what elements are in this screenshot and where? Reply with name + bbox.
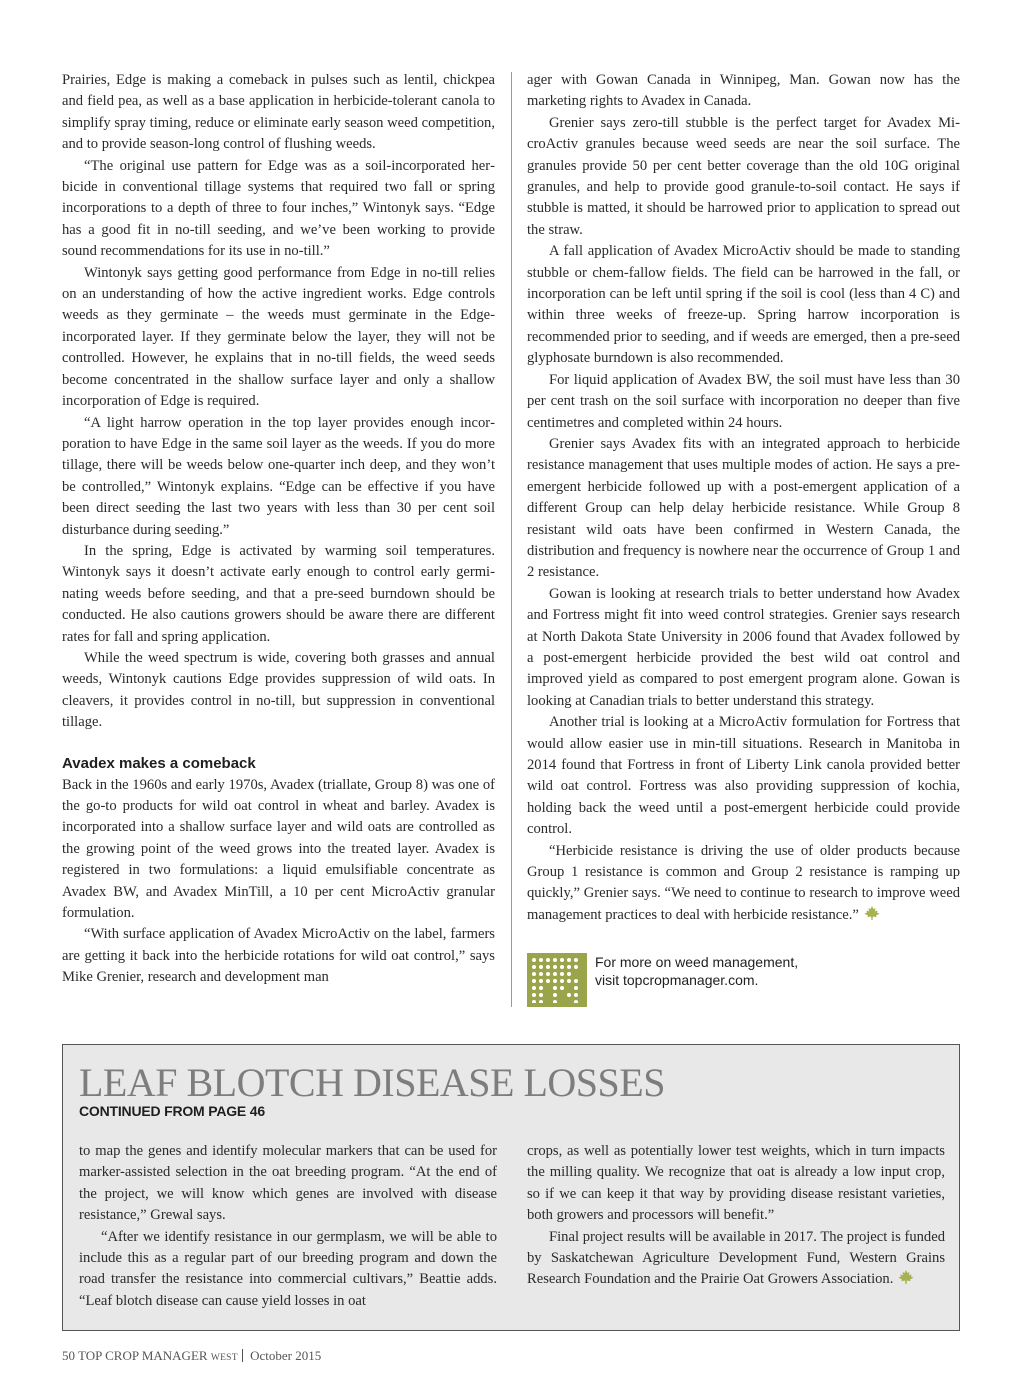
web-logo-icon — [527, 953, 587, 1007]
continued-article-box — [62, 1044, 960, 1331]
body-paragraph: Grenier says Avadex fits with an integrated approach to herbicide resistance management that uses multiple modes of action. He says a pre-emergent herbicide followed up with a post-emergent application of a different Group can help delay herbicide resistance. While Group 8 resistant wild oats have been confirmed in Western Canada, the distribution and frequency is nowhere near the occurrence of Group 1 and 2 resistance. — [527, 435, 960, 581]
body-paragraph: crops, as well as potentially lower test weights, which in turn impacts the milling quality. We recognize that oat is already a low input crop, so if we can keep it that way by providing disease resistant varieties, both growers and processors will benefit.” — [527, 1143, 945, 1224]
body-paragraph: “With surface application of Avadex MicroActiv on the label, farmers are getting it back into the herbicide rotations for wild oat control,” says Mike Grenier, research and development man — [62, 926, 495, 986]
magazine-edition: WEST — [210, 1353, 238, 1363]
column-divider — [511, 72, 512, 1007]
footer-divider — [242, 1349, 243, 1362]
body-paragraph: Back in the 1960s and early 1970s, Avadex (triallate, Group 8) was one of the go-to products for wild oat control in wheat and barley. Avadex is incorporated into a shallow surface layer and wild oats are controlled as the growing point of the weed grows into the treated layer. Avadex is registered in two formulations: a liquid emulsifiable concentrate as Avadex BW, and Avadex MinTill, a 10 per cent MicroActiv granular formulation. — [62, 776, 495, 922]
more-info-text — [595, 953, 895, 989]
body-paragraph: “The original use pattern for Edge was as a soil-incorporated herbicide in conventional tillage systems that required two fall or spring incorporations to a depth of three to four inches,” Wintonyk says. “Edge has a good fit in no-till seeding, and we’ve been working to provide sound recommendations for its use in no-till.” — [62, 157, 495, 260]
body-paragraph-final — [527, 841, 960, 927]
body-paragraph: Another trial is looking at a MicroActiv formulation for Fortress that would allow easier use in min-till situations. Research in Manitoba in 2014 found that Fortress in front of Liberty Link canola provided better wild oat control. Fortress was also providing suppression of kochia, holding back the weed until a post-emergent herbicide could provide control. — [527, 714, 960, 838]
inset-title: LEAF BLOTCH DISEASE LOSSES — [79, 1060, 665, 1105]
body-paragraph: While the weed spectrum is wide, covering both grasses and annual weeds, Wintonyk cautions Edge provides suppression of wild oats. In cleavers, it provides control in no-till, but suppression in conventional tillage. — [62, 649, 495, 731]
more-info-line: For more on weed management, — [595, 954, 799, 970]
body-paragraph: Grenier says zero-till stubble is the perfect target for Avadex MicroActiv granules because weed seeds are near the soil surface. The granules provide 50 per cent better coverage than the old 10G original granules, and help to provide good granule-to-soil contact. He says if stubble is matted, it should be harrowed prior to application to spread out the straw. — [527, 114, 960, 238]
maple-leaf-icon — [863, 905, 881, 921]
issue-date: October 2015 — [250, 1348, 322, 1363]
final-paragraph-text: Final project results will be available in 2017. The project is funded by Saskatchewan Agriculture Development Fund, Western Grains Research Foundation and the Prairie Oat Growers Association. — [527, 1228, 945, 1288]
magazine-name: TOP CROP MANAGER — [78, 1348, 208, 1363]
body-paragraph: “After we identify resistance in our germplasm, we will be able to include this as a regular part of our breeding program and down the road transfer the resistance into commercial cultivars,” Beattie adds. “Leaf blotch disease can cause yield losses in oat — [79, 1228, 497, 1309]
continued-from-label: CONTINUED FROM PAGE 46 — [79, 1103, 265, 1119]
more-info-link[interactable]: visit topcropmanager.com. — [595, 972, 759, 988]
page-number: 50 — [62, 1348, 75, 1363]
section-subheading: Avadex makes a comeback — [62, 754, 256, 772]
body-paragraph: A fall application of Avadex MicroActiv should be made to standing stubble or chem-fallow fields. The field can be harrowed in the fall, or incorporation can be left until spring if the soil is cool (less than 4 C) and within three weeks of freeze-up. Spring harrow incorporation is recommended prior to seeding, and if weeds are emerged, then a pre-seed glyphosate burndown is also recommended. — [527, 243, 960, 367]
page-footer — [62, 1348, 321, 1364]
body-paragraph-final — [527, 1227, 945, 1291]
dot-grid-icon — [531, 957, 583, 1003]
maple-leaf-icon — [897, 1269, 915, 1285]
article-right-column — [527, 70, 960, 926]
body-paragraph: “A light harrow operation in the top layer provides enough incorporation to have Edge in the same soil layer as the weeds. If you do more tillage, there will be weeds below one-quarter inch deep, and they won’t be controlled,” Wintonyk explains. “Edge can be effective if you have been direct seeding the last two years with less than 30 per cent soil disturbance during seeding.” — [62, 414, 495, 538]
inset-right-column — [527, 1141, 945, 1291]
body-paragraph: For liquid application of Avadex BW, the soil must have less than 30 per cent trash on the soil surface with incorporation no deeper than five centimetres and completed within 24 hours. — [527, 371, 960, 431]
body-paragraph: Prairies, Edge is making a comeback in pulses such as lentil, chickpea and field pea, as well as a base application in herbicide-tolerant canola to simplify spray timing, reduce or eliminate early season weed competition, and to provide season-long control of flushing weeds. — [62, 72, 495, 153]
body-paragraph: In the spring, Edge is activated by warming soil temperatures. Wintonyk says it doesn’t activate early enough to control early germinating weeds before seeding, and that a pre-seed burndown should be conducted. He also cautions growers should be aware there are different rates for fall and spring application. — [62, 542, 495, 645]
body-paragraph: Gowan is looking at research trials to better understand how Avadex and Fortress might fit into weed control strategies. Grenier says research at North Dakota State University in 2006 found that Avadex followed by a post-emergent herbicide provided the best wild oat control and improved yield as compared to post emergent program alone. Gowan is looking at Canadian trials to better understand this strategy. — [527, 585, 960, 709]
body-paragraph: to map the genes and identify molecular markers that can be used for marker-assisted selection in the oat breeding program. “At the end of the project, we will know which genes are involved with disease resistance,” Grewal says. — [79, 1143, 497, 1224]
inset-left-column — [79, 1141, 497, 1312]
body-paragraph: Wintonyk says getting good performance from Edge in no-till relies on an understanding of how the active ingredient works. Edge controls weeds as they germinate – the weeds must germinate in the Edge-incorporated layer. If they germinate below the layer, they will not be controlled. However, he explains that in no-till fields, the weed seeds become concentrated in the shallow surface layer and only a shallow incorporation of Edge is required. — [62, 264, 495, 410]
final-paragraph-text: “Herbicide resistance is driving the use of older products because Group 1 resistance is common and Group 2 resistance is ramping up quickly,” Grenier says. “We need to continue to research to improve weed management practices to deal with herbicide resistance.” — [527, 842, 960, 923]
article-left-column — [62, 70, 495, 989]
body-paragraph: ager with Gowan Canada in Winnipeg, Man. Gowan now has the marketing rights to Avadex in Canada. — [527, 72, 960, 110]
